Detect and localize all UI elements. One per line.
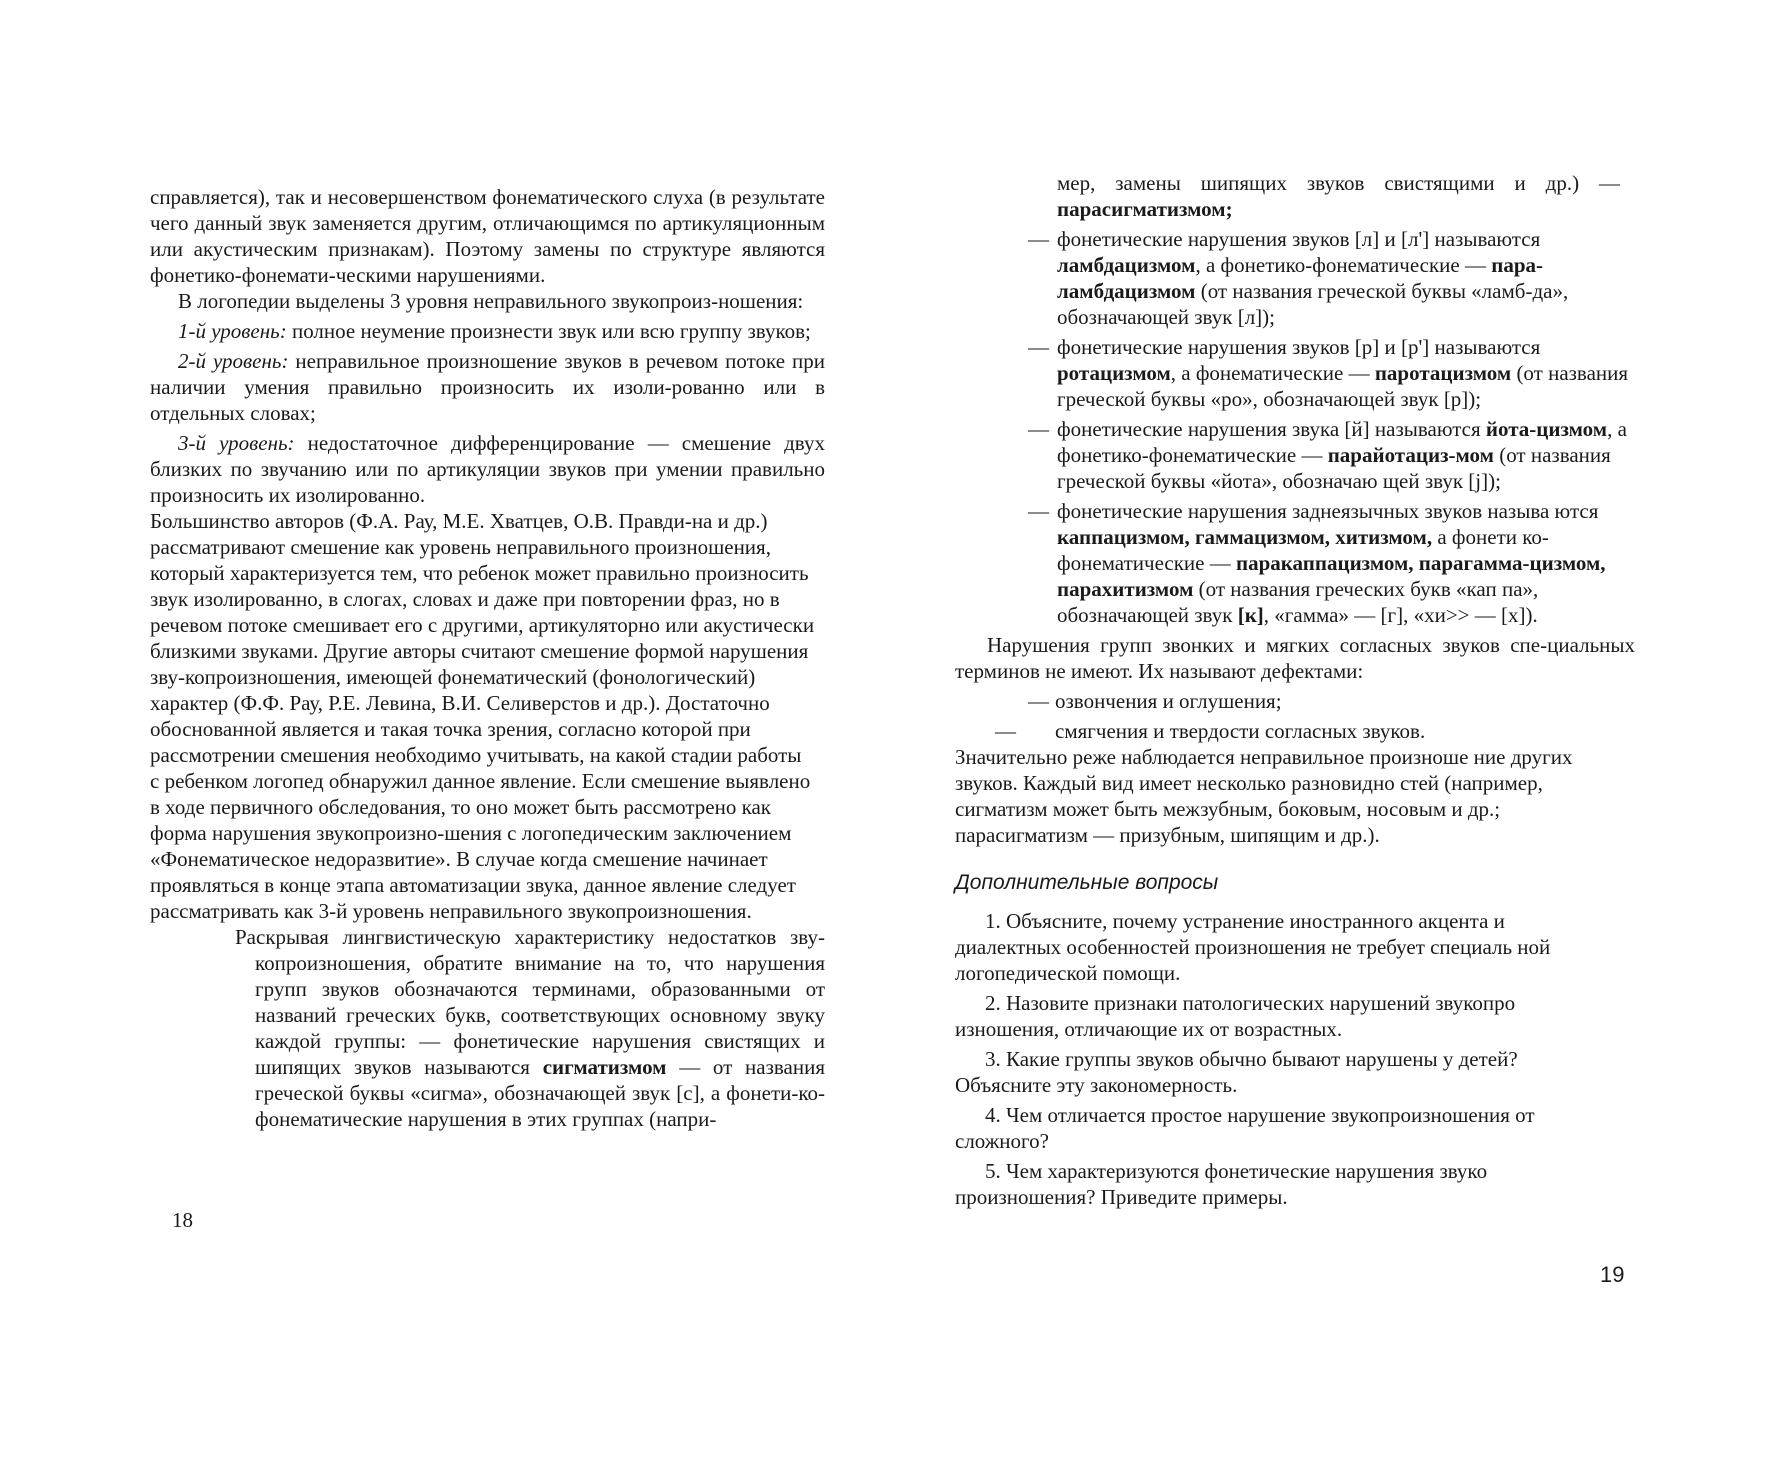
paragraph-text: — от названия греческой буквы «сигма», обозначающей звук [с], а фонети-ко-фонематические нарушения в этих группах (напри- (255, 1055, 825, 1131)
list-item (955, 498, 1635, 628)
item-text: , а фонематические — (1170, 361, 1375, 385)
question: 3. Какие группы звуков обычно бывают нарушены у детей? Объясните эту закономерность. (955, 1047, 1518, 1097)
item-text: , а фонетико-фонематические — (1195, 253, 1492, 277)
paragraph (150, 924, 825, 1132)
dash: — (995, 719, 1016, 743)
item-text: , а фонетико-фонематические — (1057, 417, 1627, 467)
paragraph: Большинство авторов (Ф.А. Рау, М.Е. Хватцев, О.В. Правди-на и др.) рассматривают смешение как уровень неправильного произношения, который характеризуется тем, что ребенок может правильно произносить звук изолированно, в слогах, словах и даже при повторении фраз, но в речевом потоке смешивает его с другими, артикуляторно или акустически близкими звуками. Другие авторы считают смешение формой нарушения зву-копроизношения, имеющей фонематический (фонологический) характер (Ф.Ф. Рау, Р.Е. Левина, В.И. Селиверстов и др.). Достаточно обоснованной является и такая точка зрения, согласно которой при рассмотрении смешения необходимо учитывать, на какой стадии работы с ребенком логопед обнаружил данное явление. Если смешение выявлено в ходе первичного обследования, то оно может быть рассмотрено как форма нарушения звукопроизно-шения с логопедическим заключением «Фонематическое недоразвитие». В случае когда смешение начинает проявляться в конце этапа автоматизации звука, данное явление следует рассматривать как 3-й уровень неправильного звукопроизношения. (150, 509, 815, 923)
left-page (150, 0, 825, 1469)
level-text: неправильное произношение звуков в речевом потоке при наличии умения правильно произносить их изоли-рованно или в отдельных словах; (150, 349, 825, 425)
page-number-left: 18 (172, 1208, 193, 1232)
paragraph-text: Раскрывая лингвистическую характеристику недостатков зву-копроизношения, обратите внимание на то, что нарушения групп звуков обозначаются терминами, образованными от названий греческих букв, соответствующих основному звуку каждой группы: — фонетические нарушения свистящих и шипящих звуков называются (235, 925, 825, 1079)
term: каппацизмом, гаммацизмом, хитизмом, (1057, 525, 1433, 549)
level-3 (150, 430, 825, 508)
item-text: (от названия греческих букв «кап па», обозначающей звук (1057, 577, 1539, 627)
level-2 (150, 348, 825, 426)
list-item (955, 718, 1635, 744)
question: 1. Объясните, почему устранение иностранного акцента и диалектных особенностей произношения не требует специаль ной логопедической помощи. (955, 909, 1551, 985)
term: [к] (1237, 603, 1264, 627)
question: 5. Чем характеризуются фонетические нарушения звуко произношения? Приведите примеры. (955, 1159, 1488, 1209)
item-text: (от названия греческой буквы «ро», обозначающей звук [р]); (1057, 361, 1629, 411)
paragraph: Нарушения групп звонких и мягких согласных звуков спе-циальных терминов не имеют. Их называют дефектами: (955, 633, 1635, 683)
list-item (955, 226, 1635, 330)
level-label: 1-й уровень: (178, 319, 287, 343)
item-text: фонетические нарушения заднеязычных звуков называ ются (1057, 499, 1599, 523)
dash: — (1028, 227, 1049, 251)
paragraph: справляется), так и несовершенством фонематического слуха (в результате чего данный звук заменяется другим, отличающимся по артикуляционным или акустическим признакам). Поэтому замены по структуре являются фонетико-фонемати-ческими нарушениями. (150, 185, 825, 287)
level-text: недостаточное дифференцирование — смешение двух близких по звучанию или по артикуляции звуков при умении правильно произносить их изолированно. (150, 431, 825, 507)
term: пара-ламбдацизмом (1057, 253, 1544, 303)
level-label: 2-й уровень: (178, 349, 289, 373)
section-heading: Дополнительные вопросы (955, 871, 1219, 894)
item-text: озвончения и оглушения; (1055, 689, 1282, 713)
term: парайотациз-мом (1327, 443, 1494, 467)
question: 4. Чем отличается простое нарушение звукопроизношения от сложного? (955, 1103, 1535, 1153)
term: ламбдацизмом (1057, 253, 1196, 277)
item-text: (от названия греческой буквы «ламб-да», обозначающей звук [л]); (1057, 279, 1569, 329)
dash: — (1028, 417, 1049, 441)
item-text: (от названия греческой буквы «йота», обозначаю щей звук [j]); (1057, 443, 1611, 493)
item-text: фонетические нарушения звука [й] называются (1057, 417, 1486, 441)
paragraph: В логопедии выделены 3 уровня неправильного звукопроиз-ношения: (178, 289, 804, 313)
term: паракаппацизмом, парагамма-цизмом, парахитизмом (1057, 551, 1606, 601)
term: ротацизмом (1057, 361, 1171, 385)
level-label: 3-й уровень: (178, 431, 295, 455)
dash: — (1028, 335, 1049, 359)
right-page (955, 0, 1635, 1469)
question: 2. Назовите признаки патологических нарушений звукопро изношения, отличающие их от возрастных. (955, 991, 1516, 1041)
level-1 (150, 318, 825, 344)
item-text: смягчения и твердости согласных звуков. (1055, 719, 1426, 743)
term: йота-цизмом (1485, 417, 1608, 441)
item-text: а фонети ко-фонематические — (1057, 525, 1549, 575)
item-text: фонетические нарушения звуков [л] и [л'] называются (1057, 227, 1541, 251)
item-text: , «гамма» — [г], «хи>> — [х]). (1263, 603, 1538, 627)
continuation (955, 170, 1635, 222)
left-page-text (150, 184, 825, 1132)
paragraph: Значительно реже наблюдается неправильное произноше ние других звуков. Каждый вид имеет несколько разновидно стей (например, сигматизм может быть межзубным, боковым, носовым и др.; парасигматизм — призубным, шипящим и др.). (955, 745, 1573, 847)
list-item (955, 334, 1635, 412)
term: паротацизмом (1374, 361, 1512, 385)
page-number-right: 19 (1600, 1262, 1625, 1287)
level-text: полное неумение произнести звук или всю группу звуков; (286, 319, 811, 343)
dash: — (1028, 499, 1049, 523)
paragraph-text: мер, замены шипящих звуков свистящими и др.) — (1057, 171, 1620, 195)
term: сигматизмом (542, 1055, 667, 1079)
list-item (955, 416, 1635, 494)
item-text: фонетические нарушения звуков [р] и [р'] называются (1057, 335, 1541, 359)
term: парасигматизмом; (1057, 197, 1233, 221)
right-page-text (955, 170, 1635, 1210)
list-item (955, 688, 1635, 714)
dash: — (1028, 689, 1049, 713)
